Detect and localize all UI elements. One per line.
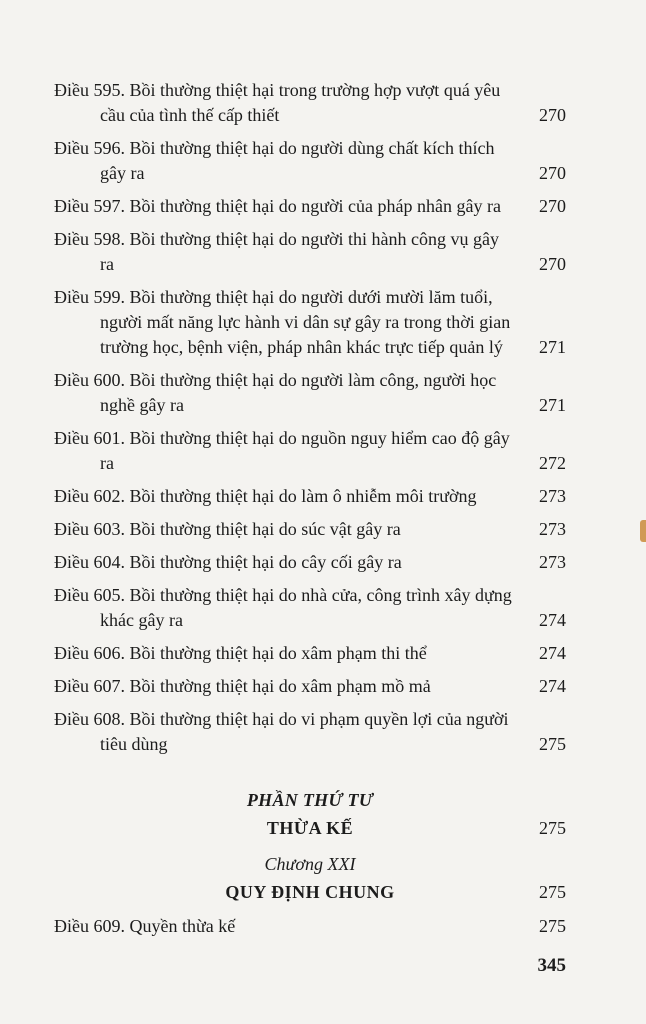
- toc-entry: [54, 194, 566, 219]
- part-title-page: 275: [539, 818, 566, 838]
- toc-entry-text: Điều 603. Bồi thường thiệt hại do súc vật gây ra: [54, 519, 401, 539]
- table-of-contents: [54, 78, 566, 765]
- toc-entry: [54, 674, 566, 699]
- toc-entry-text: Điều 597. Bồi thường thiệt hại do người của pháp nhân gây ra: [54, 196, 501, 216]
- part-section: [54, 786, 566, 939]
- part-label: PHẦN THỨ TƯ: [246, 790, 374, 810]
- toc-entry: [54, 583, 566, 633]
- toc-entry: [54, 484, 566, 509]
- toc-entry-text: Điều 606. Bồi thường thiệt hại do xâm phạm thi thể: [54, 643, 427, 663]
- toc-entry: [54, 285, 566, 360]
- part-title-row: [54, 814, 566, 842]
- toc-entry-page: 271: [539, 395, 566, 415]
- toc-entry-page: 274: [539, 676, 566, 696]
- toc-entry: [54, 78, 566, 128]
- toc-entry-text: Điều 598. Bồi thường thiệt hại do người thi hành công vụ gây ra: [54, 229, 499, 274]
- toc-entry-text: Điều 607. Bồi thường thiệt hại do xâm phạm mồ mả: [54, 676, 431, 696]
- toc-entry-text: Điều 599. Bồi thường thiệt hại do người dưới mười lăm tuổi, người mất năng lực hành vi dân sự gây ra trong thời gian trường học, bệnh viện, pháp nhân khác trực tiếp quản lý: [54, 287, 511, 357]
- chapter-label-row: [54, 850, 566, 878]
- page-number: 345: [537, 955, 566, 976]
- toc-entry-text: Điều 600. Bồi thường thiệt hại do người làm công, người học nghề gây ra: [54, 370, 497, 415]
- toc-entry-text: Điều 605. Bồi thường thiệt hại do nhà cửa, công trình xây dựng khác gây ra: [54, 585, 512, 630]
- toc-entry-page: 273: [539, 486, 566, 506]
- chapter-title-row: [54, 878, 566, 906]
- toc-entry: [54, 227, 566, 277]
- toc-entry-page: 270: [539, 163, 566, 183]
- toc-entry-page: 270: [539, 105, 566, 125]
- toc-entry-text: Điều 602. Bồi thường thiệt hại do làm ô nhiễm môi trường: [54, 486, 477, 506]
- toc-entry-page: 275: [539, 916, 566, 936]
- toc-entry: [54, 368, 566, 418]
- part-label-row: [54, 786, 566, 814]
- part-title: THỪA KẾ: [266, 818, 354, 838]
- toc-entry: [54, 550, 566, 575]
- toc-entry-page: 274: [539, 643, 566, 663]
- toc-entry-text: Điều 601. Bồi thường thiệt hại do nguồn nguy hiểm cao độ gây ra: [54, 428, 510, 473]
- toc-entry-page: 270: [539, 254, 566, 274]
- toc-entry-page: 274: [539, 610, 566, 630]
- toc-entry-page: 273: [539, 519, 566, 539]
- toc-entry-text: Điều 596. Bồi thường thiệt hại do người dùng chất kích thích gây ra: [54, 138, 495, 183]
- toc-entry-page: 272: [539, 453, 566, 473]
- toc-entry-text: Điều 608. Bồi thường thiệt hại do vi phạm quyền lợi của người tiêu dùng: [54, 709, 509, 754]
- toc-entry-page: 271: [539, 337, 566, 357]
- chapter-title-page: 275: [539, 882, 566, 902]
- toc-entry: [54, 641, 566, 666]
- toc-entry: [54, 426, 566, 476]
- toc-entry-page: 275: [539, 734, 566, 754]
- toc-entry: [54, 707, 566, 757]
- toc-entry: [54, 517, 566, 542]
- toc-entry-text: Điều 609. Quyền thừa kế: [54, 916, 236, 936]
- toc-entry-page: 270: [539, 196, 566, 216]
- page-edge-mark: [640, 520, 646, 542]
- toc-entry-text: Điều 604. Bồi thường thiệt hại do cây cối gây ra: [54, 552, 402, 572]
- toc-entry-text: Điều 595. Bồi thường thiệt hại trong trường hợp vượt quá yêu cầu của tình thế cấp thiết: [54, 80, 501, 125]
- chapter-title: QUY ĐỊNH CHUNG: [225, 882, 395, 902]
- chapter-label: Chương XXI: [264, 854, 356, 874]
- toc-entry: [54, 914, 566, 939]
- toc-entry-page: 273: [539, 552, 566, 572]
- toc-entry: [54, 136, 566, 186]
